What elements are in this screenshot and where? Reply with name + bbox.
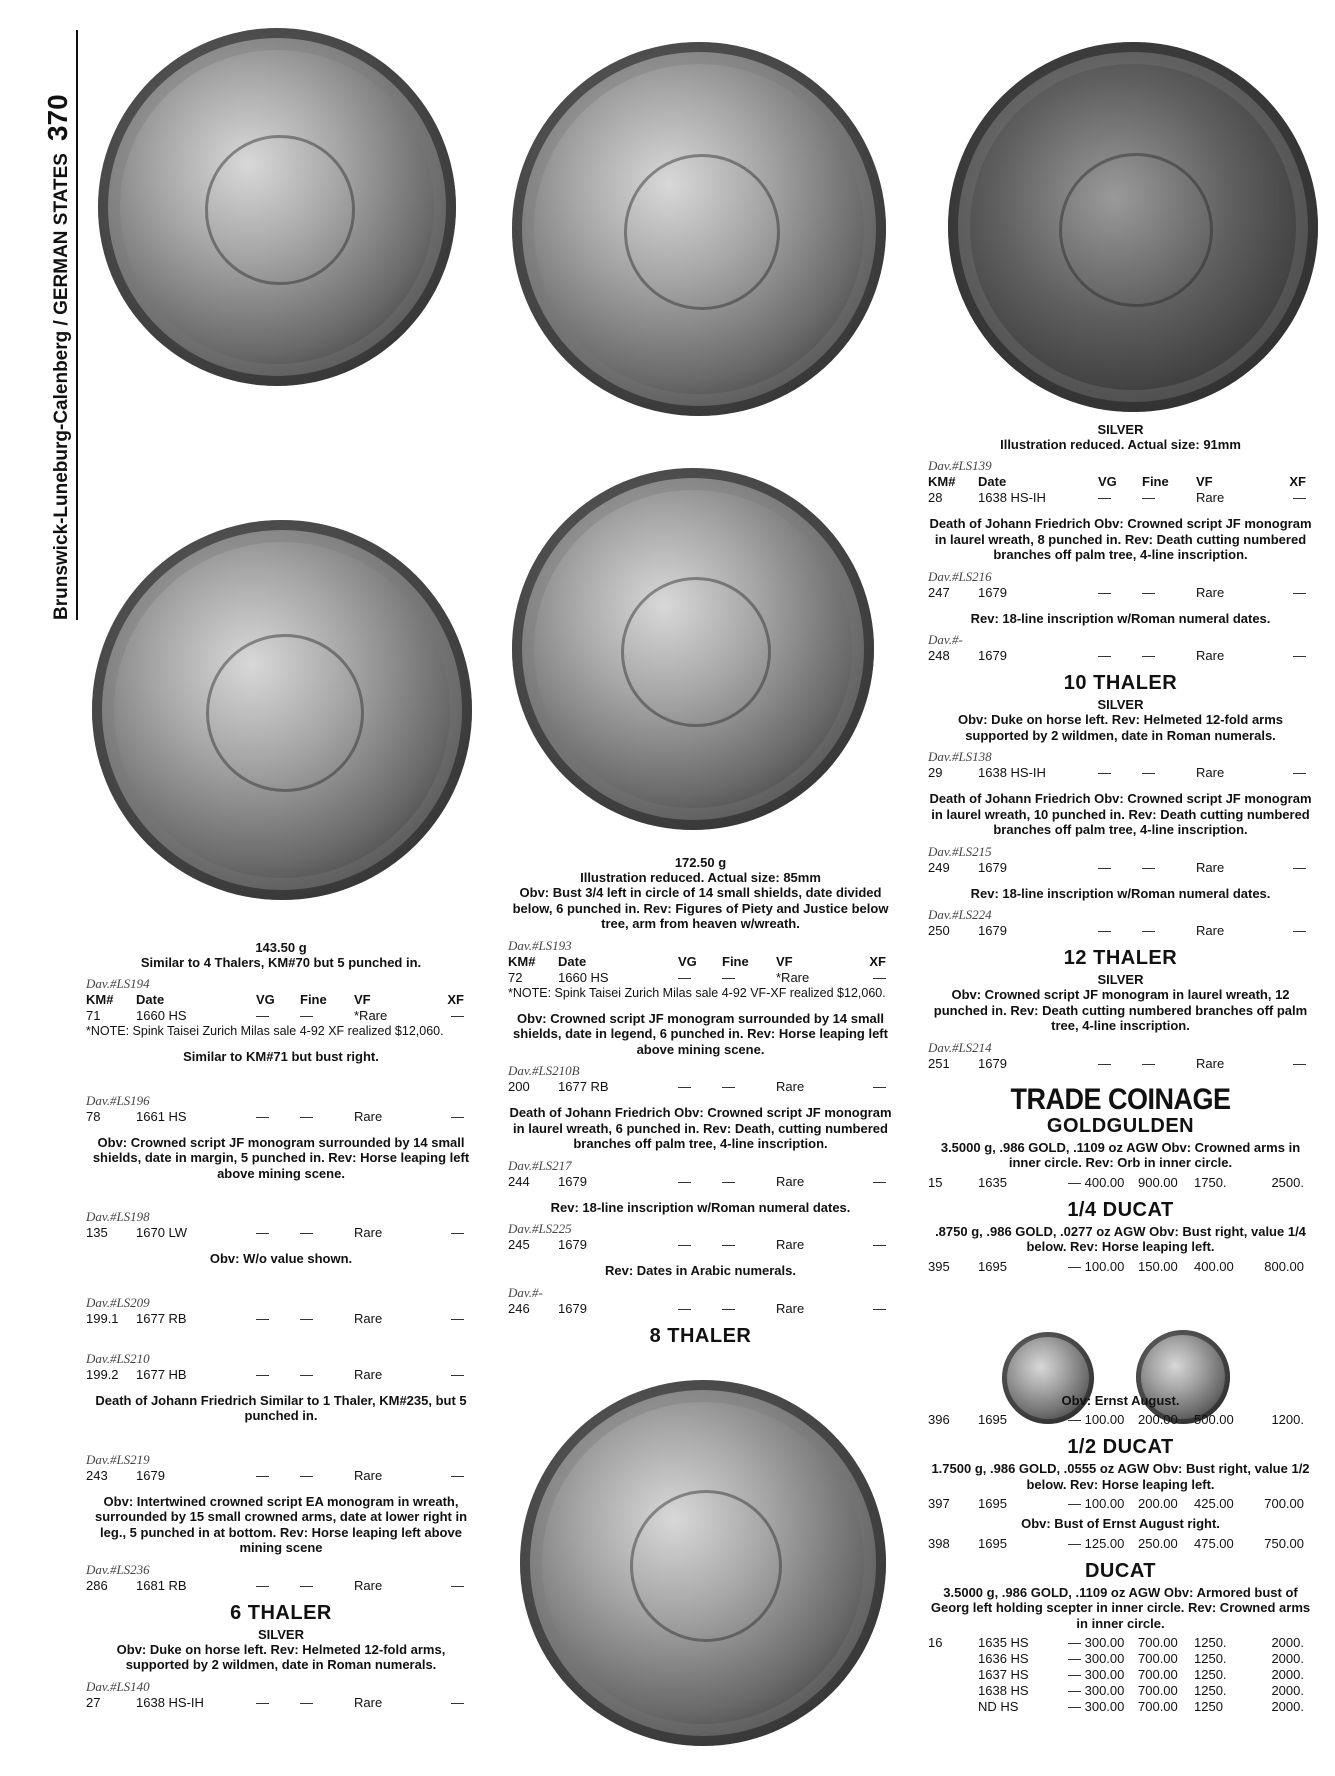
column-2	[508, 855, 893, 1350]
table-row: 199.1 1677 RB — — Rare —	[86, 1310, 464, 1326]
coin-image-5-thaler-reverse	[92, 520, 472, 900]
table-row: 250 1679 — — Rare —	[928, 923, 1306, 938]
table-row: 135 1670 LW — — Rare —	[86, 1225, 464, 1240]
column-1	[86, 940, 476, 1711]
column-3	[928, 422, 1313, 1715]
coin-description: Rev: 18-line inscription w/Roman numeral dates.	[550, 1199, 851, 1215]
table-row: 71 1660 HS — — *Rare —	[86, 1008, 464, 1023]
section-title: Brunswick-Luneburg-Calenberg / GERMAN STATES	[51, 153, 72, 620]
davenport-ref: Dav.#LS139	[928, 458, 992, 473]
davenport-ref: Dav.#-	[508, 1284, 543, 1300]
table-row: 396 1695 — 100.00 200.00 500.00 1200.	[928, 1412, 1304, 1427]
table-row: ND HS — 300.00 700.00 1250 2000.	[978, 1699, 1304, 1714]
denomination-heading: GOLDGULDEN	[1046, 1114, 1195, 1137]
davenport-ref: Dav.#LS214	[928, 1039, 992, 1055]
davenport-ref: Dav.#LS210	[86, 1350, 150, 1366]
coin-image-6-thaler-reverse	[512, 468, 874, 830]
coin-description: Obv: W/o value shown.	[209, 1251, 353, 1266]
table-row: 397 1695 — 100.00 200.00 425.00 700.00	[928, 1496, 1304, 1511]
table-row: 29 1638 HS-IH — — Rare —	[928, 765, 1306, 780]
coin-description: Obv: Bust of Ernst August right.	[1021, 1516, 1220, 1531]
davenport-ref: Dav.#LS216	[928, 568, 992, 584]
coin-description: .8750 g, .986 GOLD, .0277 oz AGW Obv: Bust right, value 1/4 below. Rev: Horse leaping left.	[935, 1223, 1306, 1254]
page-number: 370	[42, 94, 73, 142]
auction-note: *NOTE: Spink Taisei Zurich Milas sale 4-92 VF-XF realized $12,060.	[508, 985, 886, 1000]
coin-description: Obv: Duke on horse left. Rev: Helmeted 12-fold arms supported by 2 wildmen, date in Roman numerals.	[957, 712, 1284, 743]
metal-label: SILVER	[1097, 697, 1144, 712]
side-header	[38, 30, 78, 620]
coin-image-8-thaler	[520, 1380, 886, 1746]
davenport-ref: Dav.#LS210B	[508, 1063, 580, 1078]
table-row: 398 1695 — 125.00 250.00 475.00 750.00	[928, 1535, 1304, 1551]
coin-description: Obv: Crowned script JF monogram in laurel wreath, 12 punched in. Rev: Death cutting numbered branches off palm tree, 4-line inscription.	[933, 987, 1308, 1033]
denomination-heading: 1/2 DUCAT	[1067, 1436, 1174, 1458]
denomination-heading: DUCAT	[1084, 1559, 1156, 1582]
davenport-ref: Dav.#LS196	[86, 1092, 150, 1108]
table-row: 28 1638 HS-IH — — Rare —	[928, 490, 1306, 505]
coin-description: Death of Johann Friedrich Obv: Crowned script JF monogram in laurel wreath, 8 punched in. Rev: Death cutting numbered branches off palm tree, 4-line inscription.	[929, 516, 1312, 562]
table-row: 1638 HS — 300.00 700.00 1250. 2000.	[978, 1683, 1304, 1698]
davenport-ref: Dav.#LS194	[86, 976, 150, 991]
table-row: 286 1681 RB — — Rare —	[86, 1577, 464, 1593]
table-row: 245 1679 — — Rare —	[508, 1237, 886, 1252]
davenport-ref: Dav.#LS138	[928, 749, 992, 764]
table-row: 72 1660 HS — — *Rare —	[508, 969, 886, 985]
table-row: 199.2 1677 HB — — Rare —	[86, 1366, 464, 1382]
coin-description: 1.7500 g, .986 GOLD, .0555 oz AGW Obv: Bust right, value 1/2 below. Rev: Horse leaping left.	[931, 1461, 1310, 1492]
table-row: 16 1635 HS — 300.00 700.00 1250. 2000.	[928, 1635, 1304, 1650]
metal-label: SILVER	[1097, 972, 1144, 987]
table-row: 395 1695 — 100.00 150.00 400.00 800.00	[928, 1258, 1304, 1274]
table-row: 246 1679 — — Rare —	[508, 1300, 886, 1316]
coin-description: Similar to 4 Thalers, KM#70 but 5 punched in.	[140, 955, 422, 970]
coin-description: Similar to KM#71 but bust right.	[183, 1049, 379, 1064]
table-row: 243 1679 — — Rare —	[86, 1467, 464, 1483]
auction-note: *NOTE: Spink Taisei Zurich Milas sale 4-92 XF realized $12,060.	[86, 1024, 444, 1038]
denomination-heading: 8 THALER	[649, 1324, 752, 1347]
table-row: 249 1679 — — Rare —	[928, 859, 1306, 875]
coin-description: Rev: 18-line inscription w/Roman numeral dates.	[970, 610, 1271, 626]
coin-image-silver-91mm	[948, 42, 1318, 412]
coin-image-4-thaler-obverse	[98, 28, 456, 386]
davenport-ref: Dav.#LS198	[86, 1209, 150, 1224]
davenport-ref: Dav.#LS217	[508, 1157, 572, 1173]
davenport-ref: Dav.#LS225	[508, 1221, 572, 1236]
coin-description: 3.5000 g, .986 GOLD, .1109 oz AGW Obv: Crowned arms in inner circle. Rev: Orb in inner circle.	[940, 1139, 1301, 1170]
table-row: 248 1679 — — Rare —	[928, 648, 1306, 663]
coin-description: Death of Johann Friedrich Similar to 1 Thaler, KM#235, but 5 punched in.	[95, 1392, 467, 1423]
davenport-ref: Dav.#LS193	[508, 937, 572, 953]
coin-description: Obv: Crowned script JF monogram surrounded by 14 small shields, date in legend, 6 punched in. Rev: Horse leaping left above mining scene.	[513, 1010, 888, 1057]
coin-weight: 172.50 g	[674, 855, 727, 870]
davenport-ref: Dav.#LS215	[928, 843, 992, 859]
table-row: 27 1638 HS-IH — — Rare —	[86, 1694, 464, 1710]
denomination-heading: 6 THALER	[230, 1601, 332, 1624]
denomination-heading: 10 THALER	[1063, 672, 1178, 694]
davenport-ref: Dav.#-	[928, 632, 963, 647]
table-row: 200 1677 RB — — Rare —	[508, 1079, 886, 1094]
davenport-ref: Dav.#LS209	[86, 1294, 150, 1310]
table-row: 1637 HS — 300.00 700.00 1250. 2000.	[978, 1667, 1304, 1682]
table-row: 78 1661 HS — — Rare —	[86, 1108, 464, 1124]
metal-label: SILVER	[1097, 422, 1144, 437]
denomination-heading: 1/4 DUCAT	[1067, 1198, 1174, 1221]
table-row: 247 1679 — — Rare —	[928, 584, 1306, 600]
davenport-ref: Dav.#LS219	[86, 1451, 150, 1467]
table-row: 244 1679 — — Rare —	[508, 1173, 886, 1189]
table-header: KM# Date VG Fine VF XF	[86, 992, 464, 1007]
coin-image-6-thaler-obverse	[512, 42, 886, 416]
coin-weight: 143.50 g	[255, 940, 307, 955]
table-row: 1636 HS — 300.00 700.00 1250. 2000.	[978, 1651, 1304, 1666]
davenport-ref: Dav.#LS140	[86, 1678, 150, 1694]
metal-label: SILVER	[258, 1626, 304, 1642]
coin-description: Rev: Dates in Arabic numerals.	[605, 1263, 796, 1278]
table-header: KM# Date VG Fine VF XF	[928, 474, 1306, 489]
denomination-heading: 12 THALER	[1063, 947, 1178, 969]
table-row: 251 1679 — — Rare —	[928, 1055, 1306, 1071]
coin-description: Death of Johann Friedrich Obv: Crowned script JF monogram in laurel wreath, 6 punched in. Rev: Death, cutting numbered branches off palm tree, 4-line inscription.	[509, 1105, 892, 1151]
coin-description: Death of Johann Friedrich Obv: Crowned script JF monogram in laurel wreath, 10 punched in. Rev: Death cutting numbered branches off palm tree, 4-line inscription.	[929, 791, 1312, 837]
table-row: 15 1635 — 400.00 900.00 1750. 2500.	[928, 1174, 1304, 1190]
coin-description: Obv: Duke on horse left. Rev: Helmeted 12-fold arms, supported by 2 wildmen, date in Roman numerals.	[116, 1641, 446, 1672]
davenport-ref: Dav.#LS236	[86, 1561, 150, 1577]
davenport-ref: Dav.#LS224	[928, 907, 992, 922]
coin-description: Obv: Bust 3/4 left in circle of 14 small shields, date divided below, 6 punched in. Rev: Figures of Piety and Justice below tree, arm from heaven w/wreath.	[512, 885, 889, 931]
coin-description: Obv: Ernst August.	[1061, 1392, 1180, 1408]
illustration-note: Illustration reduced. Actual size: 91mm	[1000, 437, 1241, 452]
coin-description: Rev: 18-line inscription w/Roman numeral dates.	[970, 885, 1271, 901]
illustration-note: Illustration reduced. Actual size: 85mm	[580, 870, 821, 885]
coin-description: Obv: Intertwined crowned script EA monogram in wreath, surrounded by 15 small crowned arms, date at lower right in leg., 5 punched in at bottom. Rev: Horse leaping left above mining scene	[94, 1493, 468, 1555]
coin-description: 3.5000 g, .986 GOLD, .1109 oz AGW Obv: Armored bust of Georg left holding scepter in inner circle. Rev: Crowned arms in inner circle.	[930, 1584, 1311, 1631]
table-header: KM# Date VG Fine VF XF	[508, 953, 886, 969]
coin-description: Obv: Crowned script JF monogram surrounded by 14 small shields, date in margin, 5 punched in. Rev: Horse leaping left above mining scene.	[92, 1134, 470, 1181]
section-heading: TRADE COINAGE	[1010, 1081, 1231, 1115]
